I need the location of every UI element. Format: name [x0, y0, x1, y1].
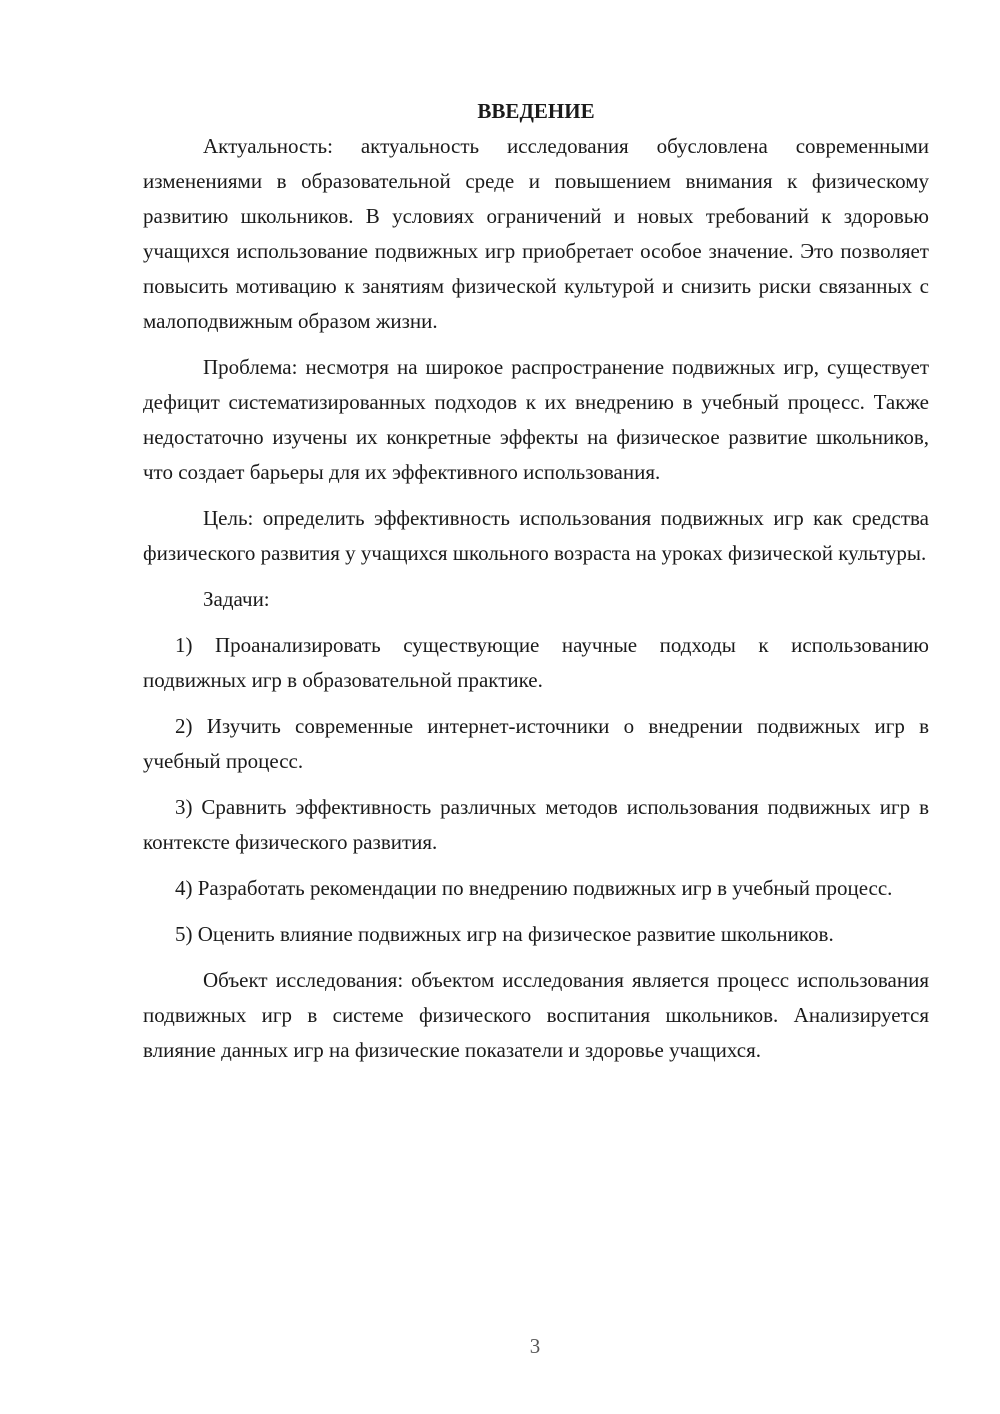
task-item-2: 2) Изучить современные интернет-источники о внедрении подвижных игр в учебный процесс. [143, 714, 929, 773]
problem-paragraph: Проблема: несмотря на широкое распространение подвижных игр, существует дефицит систематизированных подходов к их внедрению в учебный процесс. Также недостаточно изучены их конкретные эффекты на физическое развитие школьников, что создает барьеры для их эффективного использования. [143, 355, 929, 484]
relevance-paragraph: Актуальность: актуальность исследования обусловлена современными изменениями в образовательной среде и повышением внимания к физическому развитию школьников. В условиях ограничений и новых требований к здоровью учащихся использование подвижных игр приобретает особое значение. Это позволяет повысить мотивацию к занятиям физической культурой и снизить риски связанных с малоподвижным образом жизни. [143, 134, 929, 333]
task-item-3: 3) Сравнить эффективность различных методов использования подвижных игр в контексте физического развития. [143, 795, 929, 854]
tasks-label: Задачи: [203, 587, 270, 611]
page-content [143, 94, 929, 1068]
object-paragraph: Объект исследования: объектом исследования является процесс использования подвижных игр в системе физического воспитания школьников. Анализируется влияние данных игр на физические показатели и здоровье учащихся. [143, 968, 929, 1062]
goal-paragraph: Цель: определить эффективность использования подвижных игр как средства физического развития у учащихся школьного возраста на уроках физической культуры. [143, 506, 929, 565]
section-heading: ВВЕДЕНИЕ [477, 99, 595, 123]
task-item-5: 5) Оценить влияние подвижных игр на физическое развитие школьников. [175, 922, 834, 946]
task-item-1: 1) Проанализировать существующие научные подходы к использованию подвижных игр в образовательной практике. [143, 633, 929, 692]
page-number: 3 [529, 1334, 541, 1358]
task-item-4: 4) Разработать рекомендации по внедрению подвижных игр в учебный процесс. [175, 876, 893, 900]
